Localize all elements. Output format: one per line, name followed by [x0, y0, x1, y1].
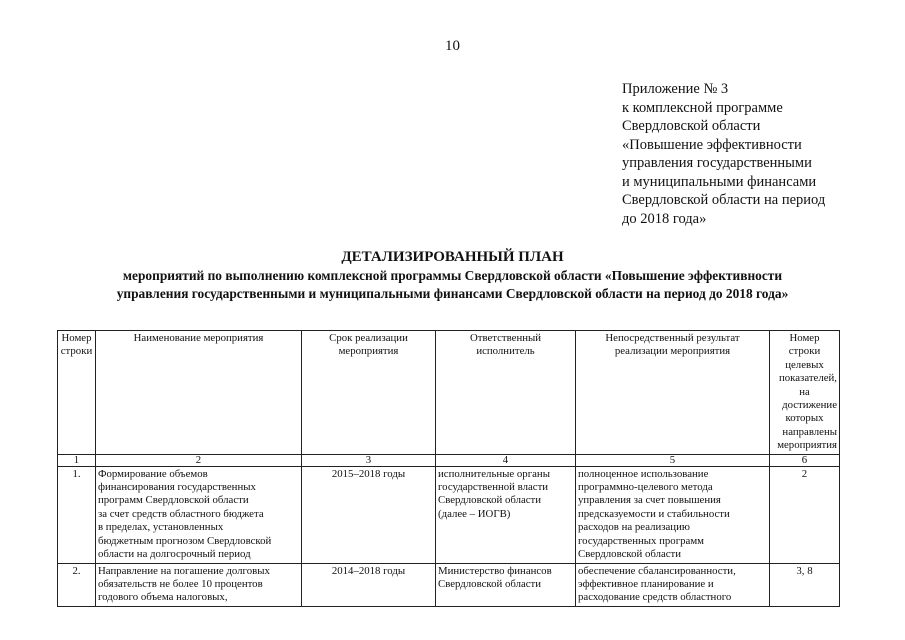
header-executor: Ответственный исполнитель — [436, 331, 576, 455]
title-line-2: управления государственными и муниципальными финансами Свердловской области на период до 2018 года» — [116, 286, 789, 301]
row-number: 2. — [58, 563, 96, 606]
appendix-note — [622, 80, 892, 228]
column-number: 5 — [576, 454, 770, 466]
appendix-line: и муниципальными финансами — [622, 173, 817, 190]
header-row-number: Номер строки — [58, 331, 96, 455]
table-header-row — [58, 331, 840, 455]
appendix-line: «Повышение эффективности — [622, 136, 802, 153]
event-executor: Министерство финансов Свердловской области — [436, 563, 576, 606]
event-name: Формирование объемов финансирования государственных программ Свердловской области за счет средств областного бюджета в пределах, установленных бюджетным прогнозом Свердловской области на долгосрочный период — [96, 466, 302, 563]
column-number: 6 — [770, 454, 840, 466]
appendix-line: к комплексной программе — [622, 99, 783, 116]
title-line-1: мероприятий по выполнению комплексной программы Свердловской области «Повышение эффективности — [122, 268, 783, 283]
event-indicators: 2 — [770, 466, 840, 563]
header-period: Срок реализации мероприятия — [302, 331, 436, 455]
table-row — [58, 466, 840, 563]
table-row — [58, 563, 840, 606]
event-result: обеспечение сбалансированности, эффективное планирование и расходование средств областного — [576, 563, 770, 606]
document-title — [0, 247, 905, 303]
appendix-line: Свердловской области на период — [622, 192, 826, 208]
title-main: ДЕТАЛИЗИРОВАННЫЙ ПЛАН — [341, 249, 564, 265]
column-number: 3 — [302, 454, 436, 466]
column-number-row — [58, 454, 840, 466]
event-result: полноценное использование программно-целевого метода управления за счет повышения предсказуемости и стабильности расходов на реализацию государственных программ Свердловской области — [576, 466, 770, 563]
appendix-line: Приложение № 3 — [622, 81, 729, 97]
appendix-line: Свердловской области — [622, 118, 761, 134]
column-number: 1 — [58, 454, 96, 466]
event-period: 2014–2018 годы — [302, 563, 436, 606]
header-indicators: Номер строки целевых показателей, на достижение которых направлены мероприятия — [770, 331, 840, 455]
event-executor: исполнительные органы государственной власти Свердловской области (далее – ИОГВ) — [436, 466, 576, 563]
event-indicators: 3, 8 — [770, 563, 840, 606]
event-name: Направление на погашение долговых обязательств не более 10 процентов годового объема налоговых, — [96, 563, 302, 606]
row-number: 1. — [58, 466, 96, 563]
header-result: Непосредственный результат реализации мероприятия — [576, 331, 770, 455]
plan-table — [57, 330, 840, 607]
column-number: 2 — [96, 454, 302, 466]
event-period: 2015–2018 годы — [302, 466, 436, 563]
page-number: 10 — [445, 38, 460, 54]
appendix-line: управления государственными — [622, 155, 812, 171]
appendix-line: до 2018 года» — [622, 210, 707, 227]
column-number: 4 — [436, 454, 576, 466]
header-event-name: Наименование мероприятия — [96, 331, 302, 455]
